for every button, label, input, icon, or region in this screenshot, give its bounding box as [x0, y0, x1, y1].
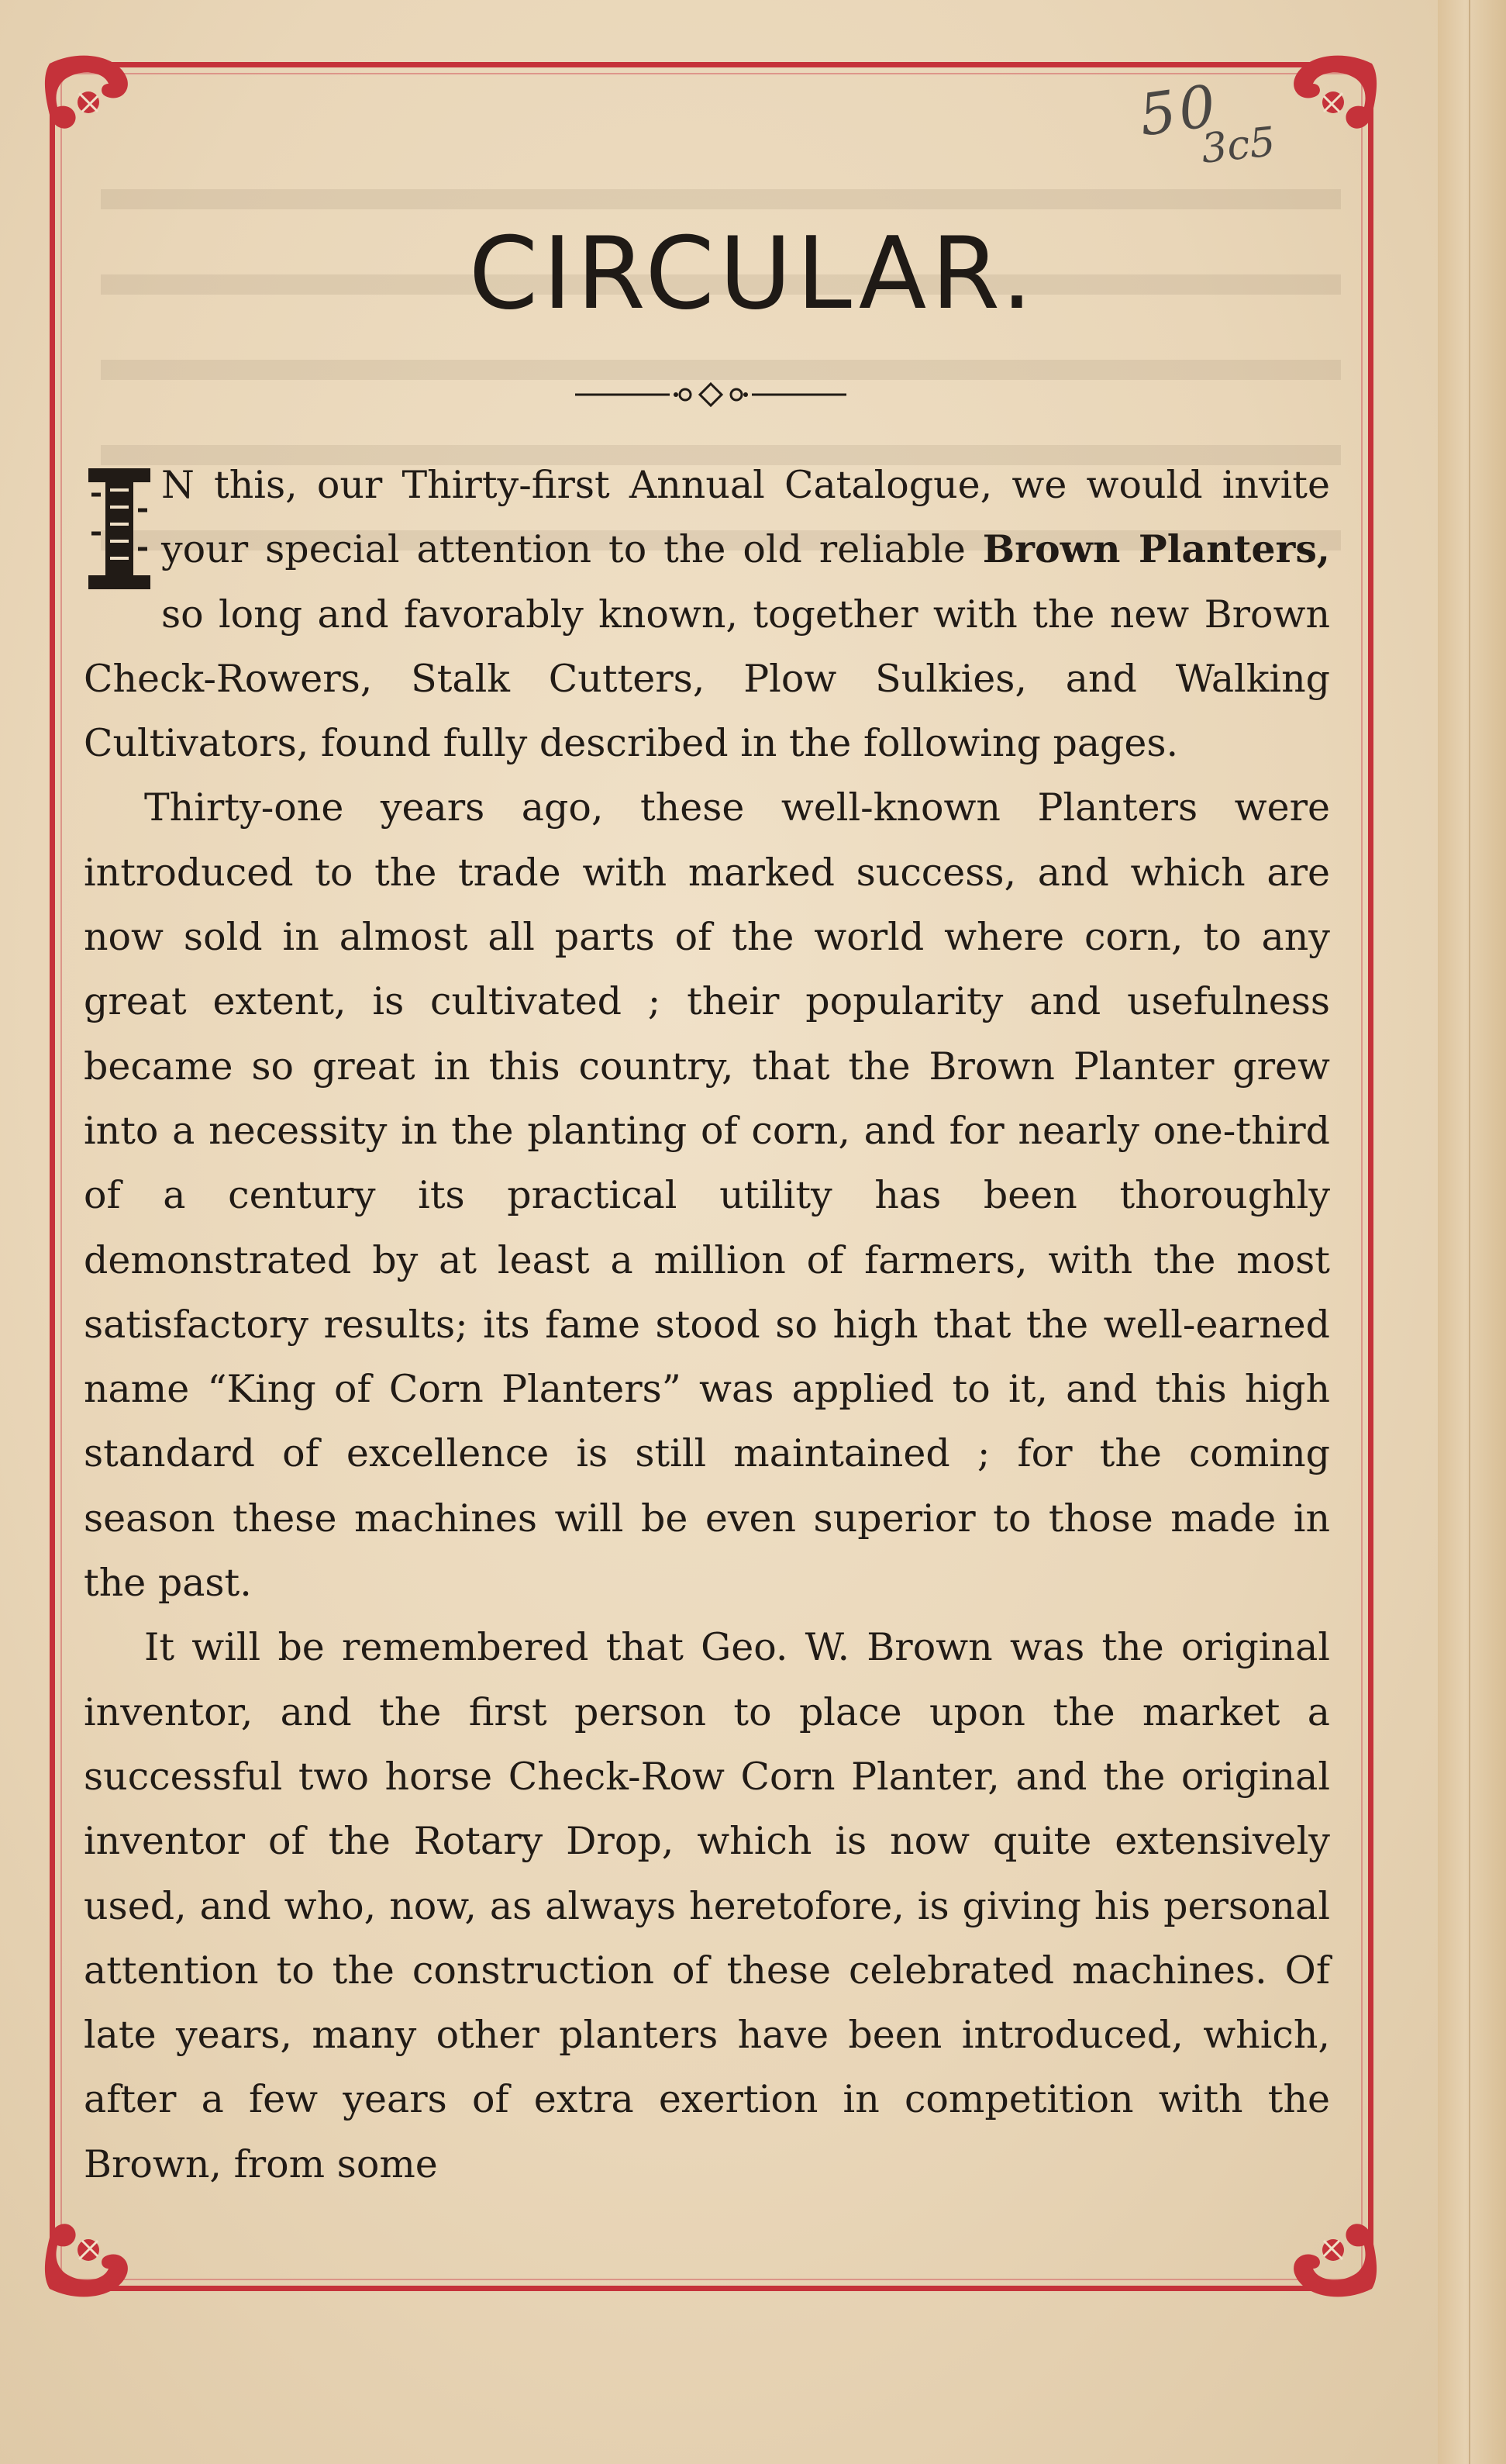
drop-cap-letter [84, 464, 155, 594]
circular-body [84, 453, 1330, 2197]
text-run: so long and favorably known, together with the new Brown Check-Rowers, Stalk Cutters, Plow Sulkies, and Walking Cultivators, found fully described in the following pages. [84, 592, 1330, 766]
corner-flourish-icon [1271, 2188, 1387, 2304]
page-edge [1438, 0, 1506, 2464]
text-run: this, our Thirty-first Annual Catalogue, we would invite your special attention to the old reliable [161, 463, 1330, 572]
paragraph: It will be remembered that Geo. W. Brown was the original inventor, and the first person to place upon the market a successful two horse Check-Row Corn Planter, and the original inventor of the Rotary Drop, which is now quite extensively used, and who, now, as always heretofore, is giving his personal attention to the construction of these celebrated machines. Of late years, many other planters have been introduced, which, after a few years of extra exertion in competition with the Brown, from some [84, 1625, 1330, 2186]
handwritten-note-line: 3c5 [1199, 119, 1278, 173]
paragraph: Thirty-one years ago, these well-known Planters were introduced to the trade with marked success, and which are now sold in almost all parts of the world where corn, to any great extent, is cultivated ; their popularity and usefulness became so great in this country, that the Brown Planter grew into a necessity in the planting of corn, and for nearly one-third of a century its practical utility has been thoroughly demonstrated by at least a million of farmers, with the most satisfactory results; its fame stood so high that the well-earned name “King of Corn Planters” was applied to it, and this high standard of excellence is still maintained ; for the coming season these machines will be even superior to those made in the past. [84, 785, 1330, 1606]
handwritten-note [1132, 72, 1325, 186]
brand-name: Brown Planters, [982, 526, 1330, 572]
handwritten-note-line: 50 [1135, 72, 1223, 150]
page-title: CIRCULAR. [468, 216, 1038, 332]
corner-flourish-icon [34, 2188, 150, 2304]
first-word: N [161, 463, 195, 507]
paragraph [84, 453, 1330, 775]
corner-flourish-icon [34, 48, 150, 164]
rule-diamond-ornament-icon [575, 381, 846, 408]
page-edge-line [1469, 0, 1470, 2464]
